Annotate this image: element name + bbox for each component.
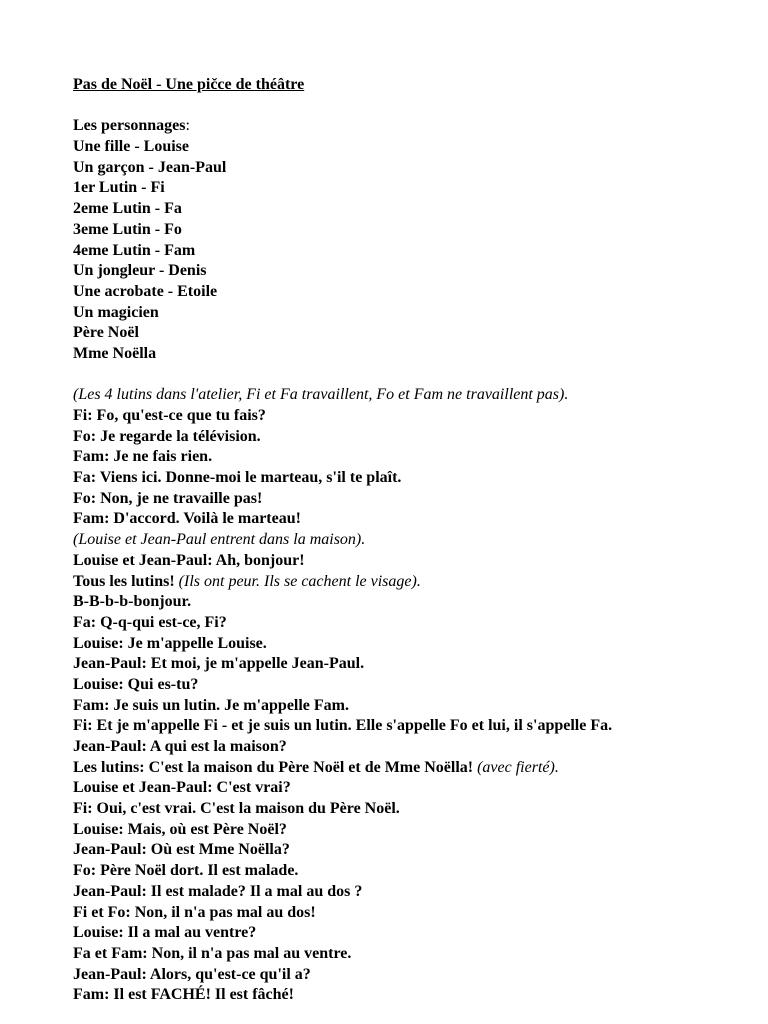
- cast-member: 1er Lutin - Fi: [73, 179, 165, 197]
- dialogue-text: Jean-Paul: Il est malade? Il a mal au dos ?: [73, 882, 363, 900]
- dialogue-text: Fo: Non, je ne travaille pas!: [73, 489, 263, 507]
- dialogue-line: [73, 778, 753, 799]
- dialogue-line: [73, 820, 753, 841]
- inline-stage-direction: (Ils ont peur. Ils se cachent le visage).: [178, 572, 421, 590]
- dialogue-text: Fo: Je regarde la télévision.: [73, 427, 261, 445]
- dialogue-line: [73, 613, 753, 634]
- dialogue-line: [73, 406, 753, 427]
- dialogue: [73, 406, 753, 1006]
- dialogue-text: Fo: Père Noël dort. Il est malade.: [73, 862, 299, 880]
- dialogue-line: [73, 509, 753, 530]
- dialogue-text: Fa: Viens ici. Donne-moi le marteau, s'il te plaît.: [73, 469, 402, 487]
- dialogue-text: Tous les lutins!: [73, 572, 179, 590]
- cast-member: Une acrobate - Etoile: [73, 282, 218, 300]
- stage-direction: (Louise et Jean-Paul entrent dans la maison).: [73, 531, 366, 549]
- dialogue-line: [73, 468, 753, 489]
- dialogue-line: [73, 447, 753, 468]
- cast-member: 4eme Lutin - Fam: [73, 241, 196, 259]
- dialogue-text: Fi et Fo: Non, il n'a pas mal au dos!: [73, 903, 316, 921]
- dialogue-line: [73, 716, 753, 737]
- dialogue-line: [73, 572, 753, 593]
- dialogue-text: Jean-Paul: Et moi, je m'appelle Jean-Paul.: [73, 655, 365, 673]
- document-title: Pas de Noël - Une pičce de théâtre: [73, 76, 305, 93]
- dialogue-text: B-B-b-b-bonjour.: [73, 593, 192, 611]
- dialogue-line: [73, 903, 753, 924]
- dialogue-line: [73, 696, 753, 717]
- dialogue-line: [73, 427, 753, 448]
- opening-stage-direction: (Les 4 lutins dans l'atelier, Fi et Fa travaillent, Fo et Fam ne travaillent pas).: [73, 386, 569, 404]
- dialogue-text: Fi: Fo, qu'est-ce que tu fais?: [73, 407, 266, 424]
- dialogue-text: Louise: Qui es-tu?: [73, 675, 199, 693]
- dialogue-text: Louise: Je m'appelle Louise.: [73, 634, 267, 652]
- dialogue-text: Fa: Q-q-qui est-ce, Fi?: [73, 613, 227, 631]
- dialogue-line: [73, 840, 753, 861]
- dialogue-line: [73, 985, 753, 1006]
- dialogue-text: Jean-Paul: Alors, qu'est-ce qu'il a?: [73, 965, 311, 983]
- cast-heading-line: [73, 116, 753, 137]
- spacer: [73, 96, 753, 117]
- script-body: [73, 75, 753, 1006]
- dialogue-text: Fi: Et je m'appelle Fi - et je suis un lutin. Elle s'appelle Fo et lui, il s'appelle Fa.: [73, 717, 613, 735]
- dialogue-text: Les lutins: C'est la maison du Père Noël et de Mme Noëlla!: [73, 758, 478, 776]
- dialogue-line: [73, 799, 753, 820]
- cast-heading-colon: :: [185, 117, 190, 135]
- dialogue-line: [73, 675, 753, 696]
- dialogue-line: [73, 634, 753, 655]
- dialogue-line: [73, 758, 753, 779]
- cast-member: Une fille - Louise: [73, 138, 189, 156]
- dialogue-line: [73, 592, 753, 613]
- dialogue-text: Fam: D'accord. Voilà le marteau!: [73, 510, 301, 528]
- cast-member: Un garçon - Jean-Paul: [73, 158, 227, 176]
- cast-list: [73, 137, 753, 365]
- cast-member: Père Noël: [73, 324, 139, 342]
- dialogue-line: [73, 882, 753, 903]
- dialogue-text: Louise: Mais, où est Père Noël?: [73, 820, 287, 838]
- dialogue-text: Fam: Je ne fais rien.: [73, 448, 213, 466]
- dialogue-text: Fam: Il est FACHÉ! Il est fâché!: [73, 986, 294, 1004]
- cast-heading: Les personnages: [73, 117, 186, 135]
- inline-stage-direction: (avec fierté).: [477, 758, 559, 776]
- dialogue-text: Fi: Oui, c'est vrai. C'est la maison du Père Noël.: [73, 800, 400, 818]
- dialogue-line: [73, 654, 753, 675]
- cast-member: 3eme Lutin - Fo: [73, 220, 182, 238]
- dialogue-line: [73, 861, 753, 882]
- cast-member: Un magicien: [73, 303, 159, 321]
- dialogue-text: Jean-Paul: Où est Mme Noëlla?: [73, 841, 290, 859]
- spacer: [73, 365, 753, 386]
- dialogue-text: Louise et Jean-Paul: Ah, bonjour!: [73, 551, 305, 569]
- dialogue-text: Fa et Fam: Non, il n'a pas mal au ventre.: [73, 944, 352, 962]
- dialogue-line: [73, 923, 753, 944]
- dialogue-text: Jean-Paul: A qui est la maison?: [73, 738, 287, 755]
- dialogue-text: Louise: Il a mal au ventre?: [73, 924, 257, 942]
- cast-member: Un jongleur - Denis: [73, 262, 207, 280]
- dialogue-line: [73, 944, 753, 965]
- dialogue-line: [73, 737, 753, 758]
- dialogue-text: Louise et Jean-Paul: C'est vrai?: [73, 779, 291, 797]
- cast-member: Mme Noëlla: [73, 344, 157, 362]
- dialogue-text: Fam: Je suis un lutin. Je m'appelle Fam.: [73, 696, 350, 714]
- dialogue-line: [73, 551, 753, 572]
- dialogue-line: [73, 965, 753, 986]
- dialogue-line: [73, 489, 753, 510]
- cast-member: 2eme Lutin - Fa: [73, 200, 182, 218]
